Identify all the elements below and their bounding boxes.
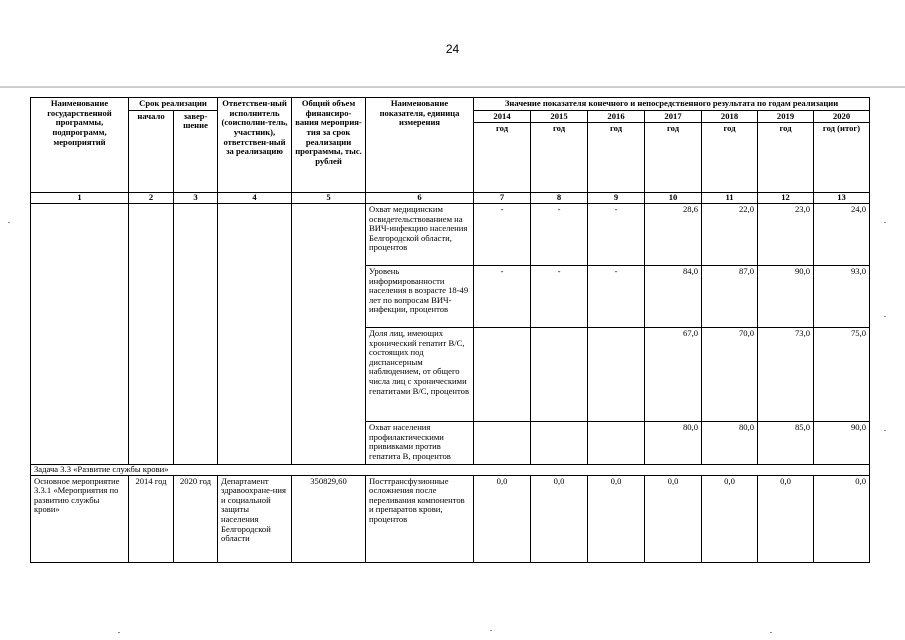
page-edge-divider — [0, 86, 905, 88]
empty-cell — [31, 203, 129, 464]
value-cell: 75,0 — [814, 327, 870, 421]
header-year: 2015 — [531, 110, 588, 123]
column-number: 3 — [174, 193, 218, 204]
indicator-cell: Охват медицинским освидетельствованием на ВИЧ-инфекцию населения Белгородской области, процентов — [366, 203, 474, 265]
value-cell: 0,0 — [702, 475, 758, 562]
value-cell — [588, 327, 645, 421]
header-year-unit: год (итог) — [814, 123, 870, 193]
scan-speck — [884, 316, 886, 317]
indicator-cell: Доля лиц, имеющих хронический гепатит В/С, состоящих под диспансерным наблюдением, от общего числа лиц с хроническими гепатитами В/С, процентов — [366, 327, 474, 421]
header-year: 2019 — [758, 110, 814, 123]
header-values: Значение показателя конечного и непосредственного результата по годам реализации — [474, 98, 870, 111]
value-cell: 90,0 — [758, 265, 814, 327]
header-name: Наименование государственной программы, подпрограмм, мероприятий — [31, 98, 129, 193]
header-year: 2017 — [645, 110, 702, 123]
measure-row — [31, 475, 870, 562]
column-number: 9 — [588, 193, 645, 204]
value-cell: 0,0 — [531, 475, 588, 562]
header-year: 2018 — [702, 110, 758, 123]
scan-speck — [884, 222, 886, 223]
results-table — [30, 97, 870, 563]
value-cell: 24,0 — [814, 203, 870, 265]
empty-cell — [174, 203, 218, 464]
value-cell: 0,0 — [814, 475, 870, 562]
header-year-unit: год — [474, 123, 531, 193]
header-row-1 — [31, 98, 870, 111]
column-number: 2 — [129, 193, 174, 204]
value-cell: 80,0 — [645, 421, 702, 464]
value-cell: 80,0 — [702, 421, 758, 464]
column-number: 1 — [31, 193, 129, 204]
header-executor: Ответствен-ный исполнитель (соисполни-тель, участник), ответствен-ный за реализацию — [218, 98, 292, 193]
value-cell: 23,0 — [758, 203, 814, 265]
section-title: Задача 3.3 «Развитие службы крови» — [31, 464, 870, 475]
header-year: 2020 — [814, 110, 870, 123]
header-start: начало — [129, 110, 174, 193]
value-cell: 90,0 — [814, 421, 870, 464]
header-year: 2016 — [588, 110, 645, 123]
header-funding: Общий объем финансиро-вания мероприя-тия за срок реализации программы, тыс. рублей — [292, 98, 366, 193]
value-cell: 73,0 — [758, 327, 814, 421]
value-cell: 0,0 — [474, 475, 531, 562]
column-number: 5 — [292, 193, 366, 204]
value-cell: 93,0 — [814, 265, 870, 327]
column-number: 11 — [702, 193, 758, 204]
value-cell: 85,0 — [758, 421, 814, 464]
column-number: 10 — [645, 193, 702, 204]
value-cell: 70,0 — [702, 327, 758, 421]
column-number: 7 — [474, 193, 531, 204]
value-cell: - — [588, 265, 645, 327]
empty-cell — [129, 203, 174, 464]
indicator-cell: Охват населения профилактическими прививками против гепатита В, процентов — [366, 421, 474, 464]
value-cell — [588, 421, 645, 464]
value-cell: - — [474, 203, 531, 265]
column-number: 8 — [531, 193, 588, 204]
value-cell — [474, 327, 531, 421]
value-cell: 87,0 — [702, 265, 758, 327]
value-cell: 84,0 — [645, 265, 702, 327]
empty-cell — [292, 203, 366, 464]
value-cell: 28,6 — [645, 203, 702, 265]
scan-speck — [770, 632, 772, 633]
section-row — [31, 464, 870, 475]
table-row — [31, 203, 870, 265]
measure-indicator: Посттрансфузионные осложнения после переливания компонентов и препаратов крови, процентов — [366, 475, 474, 562]
measure-funding: 350829,60 — [292, 475, 366, 562]
value-cell: - — [531, 203, 588, 265]
value-cell: 0,0 — [645, 475, 702, 562]
value-cell: 22,0 — [702, 203, 758, 265]
header-year: 2014 — [474, 110, 531, 123]
header-year-unit: год — [588, 123, 645, 193]
column-number: 13 — [814, 193, 870, 204]
header-year-unit: год — [531, 123, 588, 193]
column-number-row — [31, 193, 870, 204]
indicator-cell: Уровень информированности населения в возрасте 18-49 лет по вопросам ВИЧ-инфекции, процентов — [366, 265, 474, 327]
value-cell: - — [531, 265, 588, 327]
header-period: Срок реализации — [129, 98, 218, 111]
value-cell — [531, 421, 588, 464]
value-cell — [474, 421, 531, 464]
measure-executor: Департамент здравоохране-ния и социальной защиты населения Белгородской области — [218, 475, 292, 562]
scan-speck — [118, 632, 120, 633]
value-cell: 0,0 — [588, 475, 645, 562]
header-year-unit: год — [702, 123, 758, 193]
value-cell: - — [474, 265, 531, 327]
scan-speck — [884, 430, 886, 431]
value-cell: 67,0 — [645, 327, 702, 421]
empty-cell — [218, 203, 292, 464]
value-cell: - — [588, 203, 645, 265]
measure-name: Основное мероприятие 3.3.1 «Мероприятия по развитию службы крови» — [31, 475, 129, 562]
header-end: завер-шение — [174, 110, 218, 193]
header-year-unit: год — [758, 123, 814, 193]
measure-end: 2020 год — [174, 475, 218, 562]
column-number: 6 — [366, 193, 474, 204]
page-number: 24 — [445, 42, 460, 56]
header-indicator: Наименование показателя, единица измерения — [366, 98, 474, 193]
header-year-unit: год — [645, 123, 702, 193]
value-cell — [531, 327, 588, 421]
measure-start: 2014 год — [129, 475, 174, 562]
value-cell: 0,0 — [758, 475, 814, 562]
scan-speck — [490, 630, 492, 631]
column-number: 4 — [218, 193, 292, 204]
scan-speck — [8, 222, 10, 223]
column-number: 12 — [758, 193, 814, 204]
